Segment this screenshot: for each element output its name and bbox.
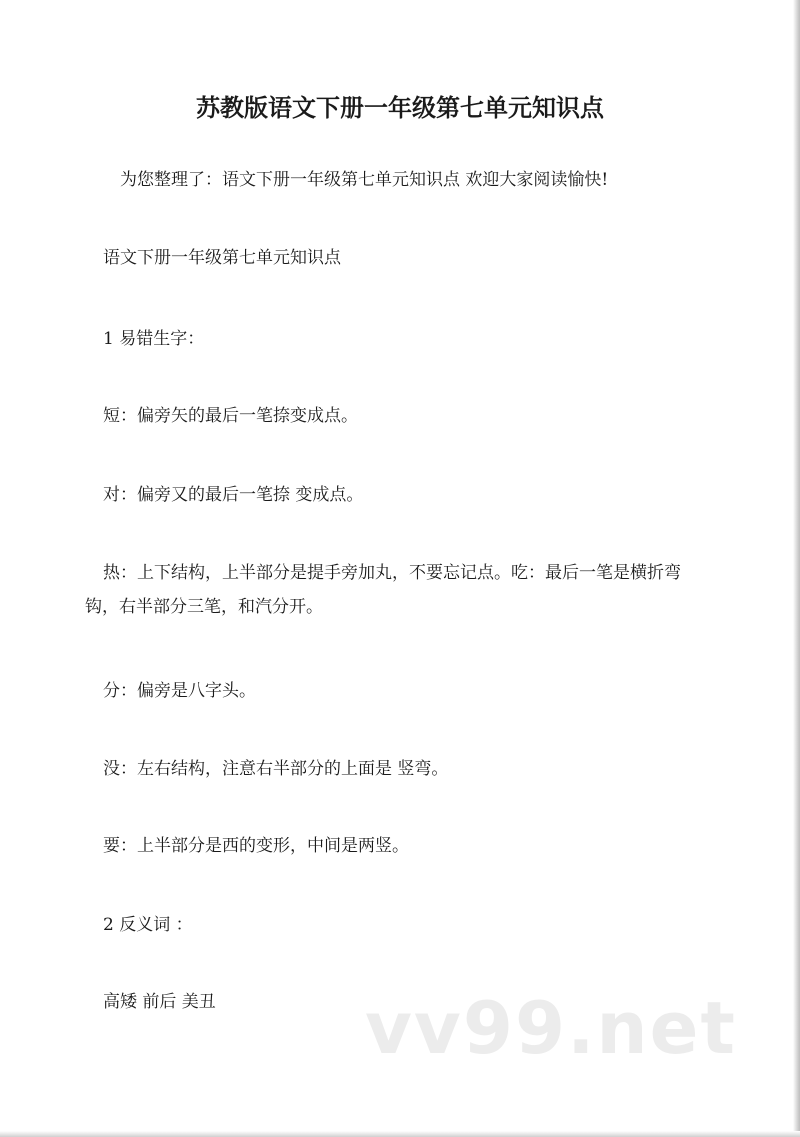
section-subtitle: 语文下册一年级第七单元知识点 [103,248,341,268]
entry-dui: 对：偏旁又的最后一笔捺 变成点。 [103,485,364,505]
section-heading-antonyms: 2 反义词 ： [103,915,193,935]
intro-paragraph: 为您整理了：语文下册一年级第七单元知识点 欢迎大家阅读愉快! [120,170,609,190]
antonym-list: 高矮 前后 美丑 [103,992,216,1012]
entry-mei: 没：左右结构，注意右半部分的上面是 竖弯。 [103,759,449,779]
entry-duan: 短：偏旁矢的最后一笔捺变成点。 [103,406,358,426]
entry-fen: 分：偏旁是八字头。 [103,681,256,701]
entry-yao: 要：上半部分是西的变形，中间是两竖。 [103,836,409,856]
page-bottom-edge [0,1131,800,1137]
page-edge-shadow [793,0,800,1137]
watermark-logo: vv99.net [365,986,737,1070]
document-title: 苏教版语文下册一年级第七单元知识点 [196,94,604,122]
entry-re-chi: 热：上下结构，上半部分是提手旁加丸，不要忘记点。吃：最后一笔是横折弯钩，右半部分三笔，和汽分开。 [85,563,681,617]
section-heading-typos: 1 易错生字： [103,329,205,349]
